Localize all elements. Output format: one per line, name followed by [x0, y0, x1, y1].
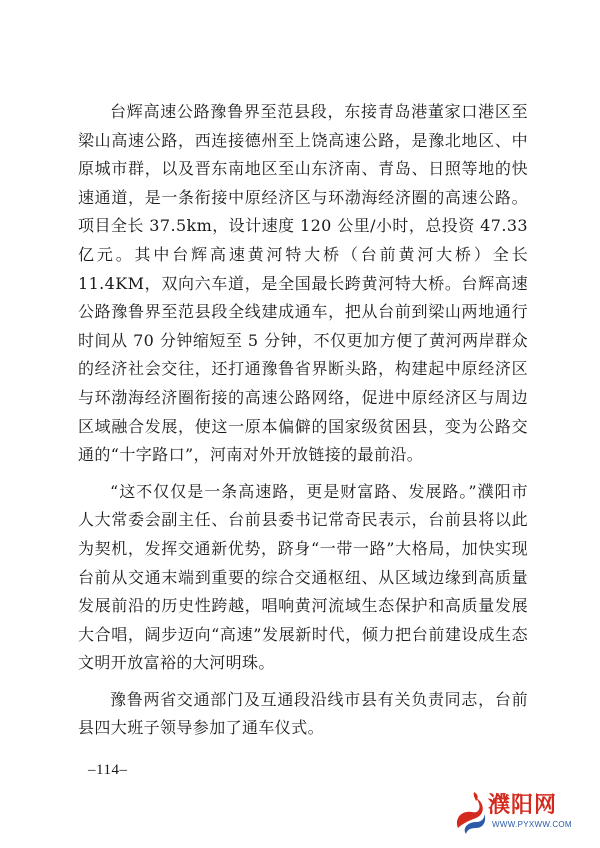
site-watermark	[452, 786, 592, 842]
watermark-title: 濮阳网	[488, 793, 558, 818]
watermark-url: WWW.PYXWW.COM	[492, 820, 572, 829]
article-body	[78, 98, 528, 751]
paragraph-2: “这不仅仅是一条高速路，更是财富路、发展路。”濮阳市人大常委会副主任、台前县委书记常奇民表示，台前县将以此为契机，发挥交通新优势，跻身“一带一路”大格局，加快实现台前从交通末端到重要的综合交通枢纽、从区域边缘到高质量发展前沿的历史性跨越，唱响黄河流域生态保护和高质量发展大合唱，阔步迈向“高速”发展新时代，倾力把台前建设成生态文明开放富裕的大河明珠。	[78, 481, 528, 673]
paragraph-1: 台辉高速公路豫鲁界至范县段，东接青岛港董家口港区至梁山高速公路，西连接德州至上饶高速公路，是豫北地区、中原城市群，以及晋东南地区至山东济南、青岛、日照等地的快速通道，是一条衔接中原经济区与环渤海经济圈的高速公路。项目全长 37.5km，设计速度 120 公里/小时，总投资 47.33 亿元。其中台辉高速黄河特大桥（台前黄河大桥）全长 11.4KM，双向六车道，是全国最长跨黄河特大桥。台辉高速公路豫鲁界至范县段全线建成通车，把从台前到梁山两地通行时间从 70 分钟缩短至 5 分钟，不仅更加方便了黄河两岸群众的经济社会交往，还打通豫鲁省界断头路，构建起中原经济区与环渤海经济圈衔接的高速公路网络，促进中原经济区与周边区域融合发展，使这一原本偏僻的国家级贫困县，变为公路交通的“十字路口”，河南对外开放链接的最前沿。	[78, 102, 528, 465]
paragraph-3: 豫鲁两省交通部门及互通段沿线市县有关负责同志，台前县四大班子领导参加了通车仪式。	[78, 689, 528, 738]
page-number: –114–	[88, 762, 128, 778]
pyxww-logo-icon	[452, 788, 488, 836]
